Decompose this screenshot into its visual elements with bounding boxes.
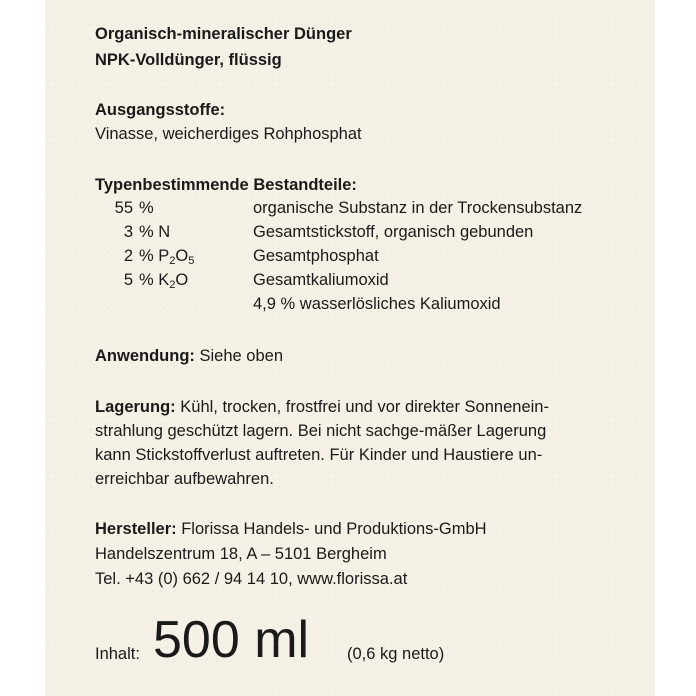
amount: 2 [123,247,133,265]
inhalt-volume: 500 ml [153,611,310,669]
description: 4,9 % wasserlösliches Kaliumoxid [253,295,501,313]
bestandteil-row [95,221,655,243]
unit-prefix: % K [139,271,170,289]
description: Gesamtphosphat [253,247,379,265]
lagerung-line: strahlung geschützt lagern. Bei nicht sachge-mäßer Lagerung [95,422,547,440]
hersteller-label: Hersteller: [95,520,177,538]
hersteller-contact: Tel. +43 (0) 662 / 94 14 10, www.florissa.at [95,570,408,588]
bestandteil-row [95,197,655,219]
lagerung-line: erreichbar aufbewahren. [95,470,274,488]
hersteller-line [95,519,487,539]
unit-mid: O [175,247,189,265]
unit: % N [139,223,171,241]
anwendung-label: Anwendung: [95,347,195,365]
bestandteil-row [95,269,655,291]
product-type-title: Organisch-mineralischer Dünger [95,25,352,43]
amount: 3 [123,223,133,241]
product-label [45,0,655,696]
amount: 55 [114,199,133,217]
inhalt-label: Inhalt: [95,645,140,663]
unit [139,269,188,291]
unit: % [139,199,154,217]
description: organische Substanz in der Trockensubstanz [253,199,583,217]
description: Gesamtkaliumoxid [253,271,389,289]
unit [139,245,194,267]
bestandteil-extra [95,293,655,315]
description: Gesamtstickstoff, organisch gebunden [253,223,534,241]
subscript: 5 [188,255,195,267]
hersteller-address: Handelszentrum 18, A – 5101 Bergheim [95,545,387,563]
lagerung-line [95,397,549,417]
ausgangsstoffe-heading: Ausgangsstoffe: [95,101,226,119]
subscript: 2 [169,255,176,267]
anwendung [95,346,283,366]
product-subtitle: NPK-Volldünger, flüssig [95,51,282,69]
lagerung-text: Kühl, trocken, frostfrei und vor direkter Sonnenein- [180,398,549,416]
hersteller-name: Florissa Handels- und Produktions-GmbH [181,520,487,538]
bestandteile-heading: Typenbestimmende Bestandteile: [95,176,357,194]
unit-prefix: % P [139,247,170,265]
amount: 5 [123,271,133,289]
lagerung-line: kann Stickstoffverlust auftreten. Für Kinder und Haustiere un- [95,446,543,464]
lagerung-label: Lagerung: [95,398,176,416]
anwendung-text: Siehe oben [199,347,283,365]
unit-mid: O [175,271,189,289]
bestandteil-row [95,245,655,267]
inhalt-weight: (0,6 kg netto) [347,645,445,663]
subscript: 2 [169,279,176,291]
ausgangsstoffe-text: Vinasse, weicherdiges Rohphosphat [95,125,362,143]
